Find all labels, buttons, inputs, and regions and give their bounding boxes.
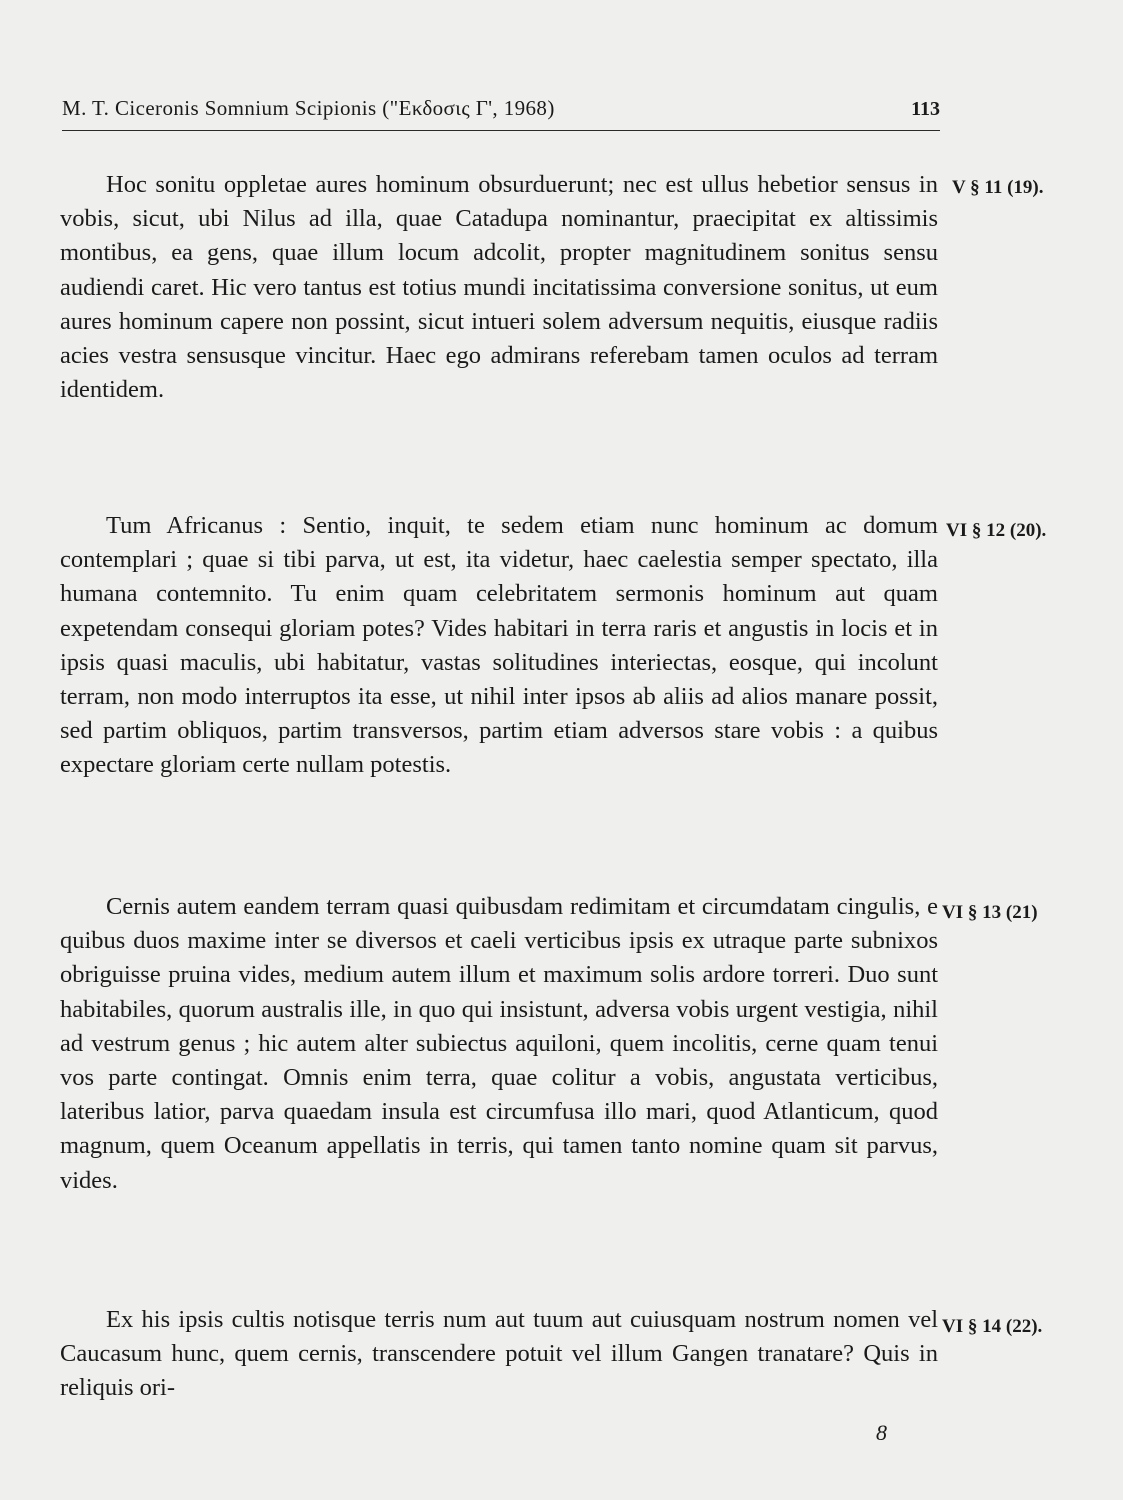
paragraph-4: Ex his ipsis cultis notisque terris num aut tuum aut cuiusquam nostrum nomen vel Caucasum hunc, quem cernis, transcendere potuit vel illum Gangen tranatare? Quis in reliquis ori- [60,1306,938,1402]
page-number: 113 [911,98,940,120]
signature-mark: 8 [876,1420,887,1445]
running-header [62,96,940,131]
running-title: M. T. Ciceronis Somnium Scipionis ("Εκδοσις Γ', 1968) [62,96,555,120]
section-ref-1: V § 11 (19). [952,177,1044,198]
paragraph-1: Hoc sonitu oppletae aures hominum obsurduerunt; nec est ullus hebetior sensus in vobis, sicut, ubi Nilus ad illa, quae Catadupa nominantur, praecipitat ex altissimis montibus, ea gens, quae illum locum adcolit, propter magnitudinem sonitus sensu audiendi caret. Hic vero tantus est totius mundi incitatissima conversione sonitus, ut eum aures hominum capere non possint, sicut intueri solem adversum nequitis, eiusque radiis acies vestra sensusque vincitur. Haec ego admirans referebam tamen oculos ad terram identidem. [60,171,938,404]
section-ref-3: VI § 13 (21) [942,902,1038,923]
paragraph-3: Cernis autem eandem terram quasi quibusdam redimitam et circumdatam cingulis, e quibus duos maxime inter se diversos et caeli verticibus ipsis ex utraque parte subnixos obriguisse pruina vides, medium autem illum et maximum solis ardore torreri. Duo sunt habitabiles, quorum australis ille, in quo qui insistunt, adversa vobis urgent vestigia, nihil ad vestrum genus ; hic autem alter subiectus aquiloni, quem incolitis, cerne quam tenui vos parte contingat. Omnis enim terra, quae colitur a vobis, angustata verticibus, lateribus latior, parva quaedam insula est circumfusa illo mari, quod Atlanticum, quod magnum, quem Oceanum appellatis in terris, qui tamen tanto nomine quam sit parvus, vides. [60,893,938,1194]
paragraph-2: Tum Africanus : Sentio, inquit, te sedem etiam nunc hominum ac domum contemplari ; quae si tibi parva, ut est, ita videtur, haec caelestia semper spectato, illa humana contemnito. Tu enim quam celebritatem sermonis hominum aut quam expetendam consequi gloriam potes? Vides habitari in terra raris et angustis in locis et in ipsis quasi maculis, ubi habitatur, vastas solitudines interiectas, eosque, qui incolunt terram, non modo interruptos ita esse, ut nihil inter ipsos ab aliis ad alios manare possit, sed partim obliquos, partim transversos, partim etiam adversos stare vobis : a quibus expectare gloriam certe nullam potestis. [60,512,938,779]
section-ref-2: VI § 12 (20). [946,520,1047,541]
section-ref-4: VI § 14 (22). [942,1316,1043,1337]
